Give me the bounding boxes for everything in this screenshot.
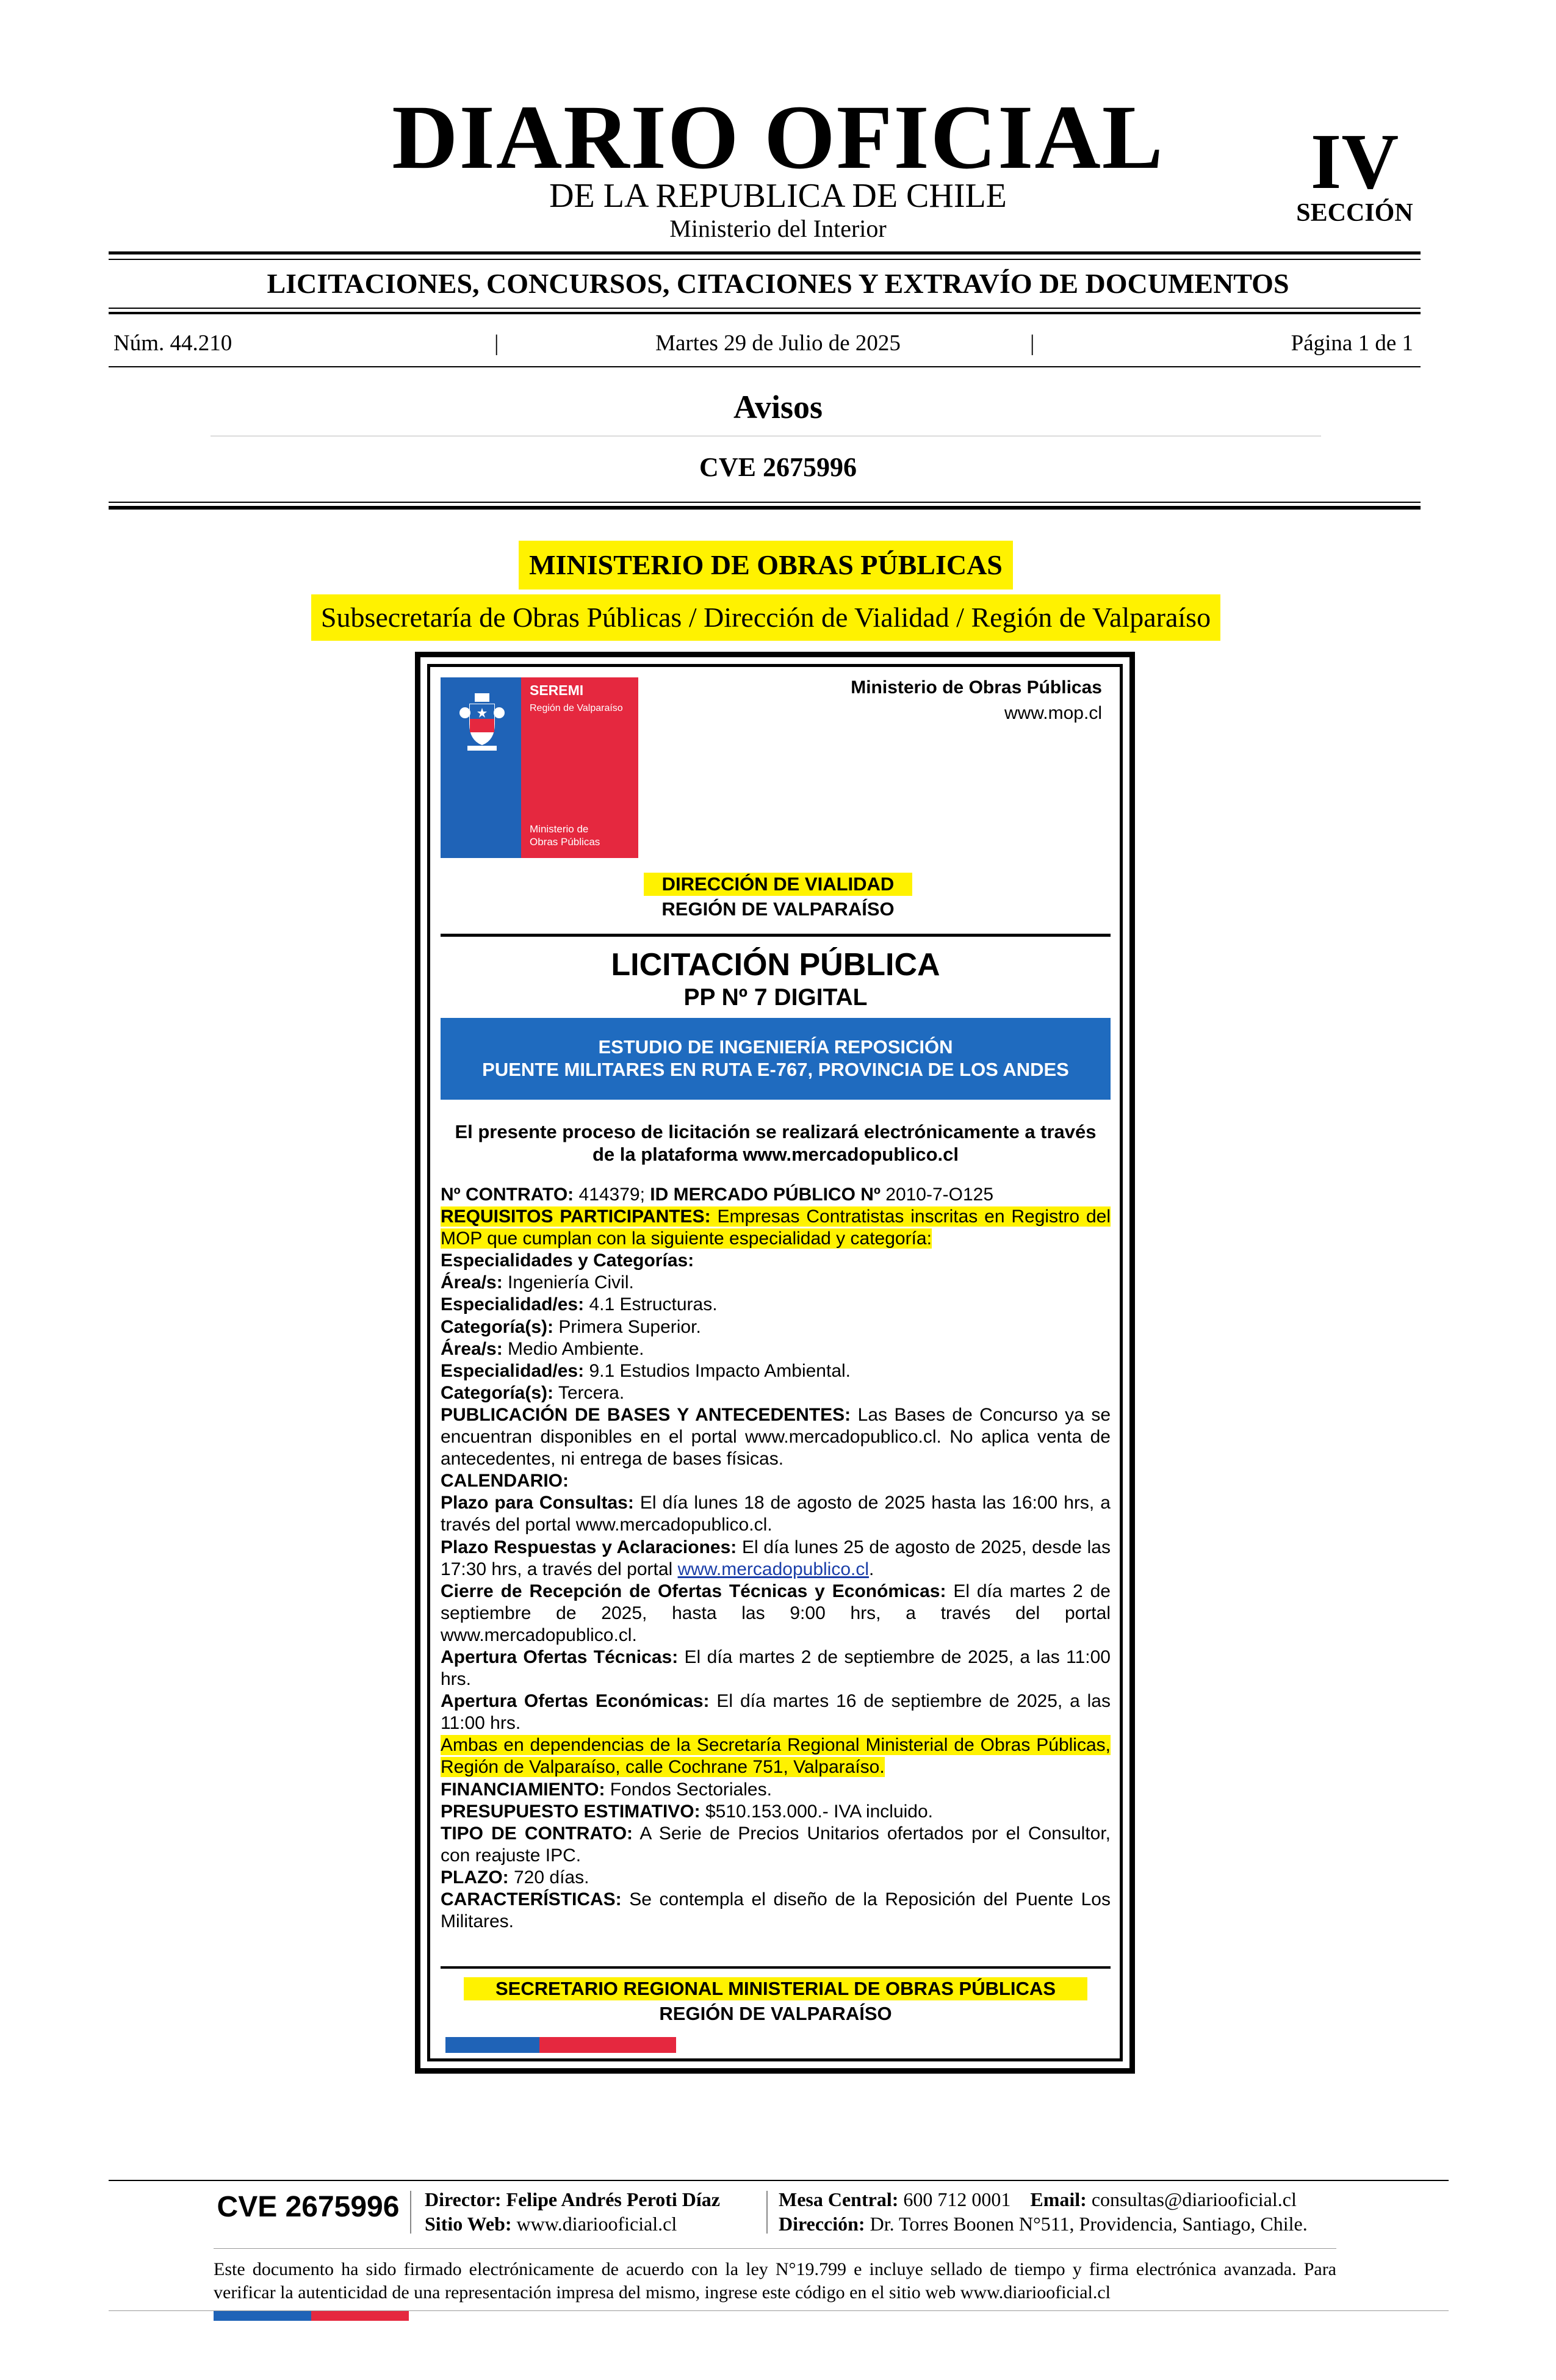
publication-paragraph: PUBLICACIÓN DE BASES Y ANTECEDENTES: Las Bases de Concurso ya se encuentran disponibles en el portal www.mercadopublico.cl. No aplica venta de antecedentes, ni entrega de bases físicas. bbox=[441, 1404, 1111, 1469]
study-title-line1: ESTUDIO DE INGENIERÍA REPOSICIÓN bbox=[598, 1036, 953, 1058]
cve-rule-thin bbox=[109, 502, 1421, 503]
footer-flag-bar-blue bbox=[214, 2311, 311, 2321]
footer-divider-2 bbox=[766, 2191, 768, 2234]
notice-flag-bar-red bbox=[539, 2037, 676, 2053]
issue-number: Núm. 44.210 bbox=[113, 331, 232, 356]
questions-deadline: Plazo para Consultas: El día lunes 18 de agosto de 2025 hasta las 16:00 hrs, a través del portal www.mercadopublico.cl. bbox=[441, 1493, 1111, 1535]
area-1: Área/s: Ingeniería Civil. bbox=[441, 1272, 634, 1293]
footer-director-block: Director: Felipe Andrés Peroti Díaz Sitio Web: www.diariooficial.cl bbox=[425, 2188, 720, 2235]
footer-rule-mid bbox=[214, 2248, 1336, 2249]
financing-line: FINANCIAMIENTO: Fondos Sectoriales. bbox=[441, 1779, 772, 1800]
issue-rule bbox=[109, 366, 1421, 367]
section-title: LICITACIONES, CONCURSOS, CITACIONES Y EXTRAVÍO DE DOCUMENTOS bbox=[267, 268, 1289, 299]
section-label: SECCIÓN bbox=[1296, 199, 1413, 227]
requirements-paragraph: REQUISITOS PARTICIPANTES: Empresas Contratistas inscritas en Registro del MOP que cumplan con la siguiente especialidad y categoría: bbox=[441, 1206, 1111, 1249]
tender-subtitle: PP Nº 7 DIGITAL bbox=[683, 984, 868, 1011]
mop-url: www.mop.cl bbox=[1004, 703, 1102, 723]
direction-heading: DIRECCIÓN DE VIALIDAD bbox=[644, 873, 912, 896]
category-heading: Avisos bbox=[733, 389, 823, 425]
issue-page: Página 1 de 1 bbox=[1291, 331, 1413, 356]
section-number: IV bbox=[1310, 118, 1399, 206]
newspaper-subtitle: DE LA REPUBLICA DE CHILE bbox=[549, 177, 1007, 215]
technical-opening: Apertura Ofertas Técnicas: El día martes 2 de septiembre de 2025, a las 11:00 hrs. bbox=[441, 1646, 1111, 1690]
issue-date: Martes 29 de Julio de 2025 bbox=[655, 331, 901, 356]
masthead-rule-thick bbox=[109, 251, 1421, 254]
footer-contact-block: Mesa Central: 600 712 0001 Email: consultas@diariooficial.cl Dirección: Dr. Torres Boonen N°511, Providencia, Santiago, Chile. bbox=[779, 2188, 1308, 2235]
offers-closing: Cierre de Recepción de Ofertas Técnicas y Económicas: El día martes 2 de septiembre de 2025, hasta las 9:00 hrs, a través del portal www.mercadopublico.cl. bbox=[441, 1581, 1111, 1645]
area-2: Área/s: Medio Ambiente. bbox=[441, 1338, 644, 1359]
section-rule-top bbox=[109, 308, 1421, 309]
mercadopublico-link[interactable]: www.mercadopublico.cl bbox=[677, 1559, 870, 1579]
footer-site-link[interactable]: www.diariooficial.cl bbox=[511, 2213, 677, 2235]
masthead-rule-thin bbox=[109, 259, 1421, 260]
contract-type-line: TIPO DE CONTRATO: A Serie de Precios Unitarios ofertados por el Consultor, con reajuste IPC. bbox=[441, 1823, 1111, 1866]
economic-opening: Apertura Ofertas Económicas: El día martes 16 de septiembre de 2025, a las 11:00 hrs. bbox=[441, 1691, 1111, 1734]
category-1: Categoría(s): Primera Superior. bbox=[441, 1316, 701, 1337]
contract-line: Nº CONTRATO: 414379; ID MERCADO PÚBLICO Nº 2010-7-O125 bbox=[441, 1185, 994, 1205]
institution-heading: MINISTERIO DE OBRAS PÚBLICAS bbox=[519, 541, 1013, 590]
specialty-1: Especialidad/es: 4.1 Estructuras. bbox=[441, 1294, 718, 1315]
answers-deadline: Plazo Respuestas y Aclaraciones: El día lunes 25 de agosto de 2025, desde las 17:30 hrs, a través del portal www.mercadopublico.cl. bbox=[441, 1537, 1111, 1579]
chile-coat-of-arms-icon bbox=[456, 686, 508, 753]
footer-rule-top bbox=[109, 2180, 1449, 2181]
intro-text: El presente proceso de licitación se realizará electrónicamente a través de la plataforma www.mercadopublico.cl bbox=[455, 1121, 1097, 1165]
direction-region: REGIÓN DE VALPARAÍSO bbox=[661, 898, 895, 920]
category-2: Categoría(s): Tercera. bbox=[441, 1382, 625, 1403]
seremi-ministry: Ministerio de Obras Públicas bbox=[530, 823, 600, 848]
characteristics-line: CARACTERÍSTICAS: Se contempla el diseño de la Reposición del Puente Los Militares. bbox=[441, 1889, 1111, 1932]
study-title-line2: PUENTE MILITARES EN RUTA E-767, PROVINCIA DE LOS ANDES bbox=[482, 1059, 1069, 1080]
seremi-region: Región de Valparaíso bbox=[530, 703, 623, 713]
subdivision-heading: Subsecretaría de Obras Públicas / Dirección de Vialidad / Región de Valparaíso bbox=[311, 594, 1220, 641]
ministry-line: Ministerio del Interior bbox=[669, 215, 887, 242]
issue-separator-2: | bbox=[1030, 331, 1035, 356]
specialties-heading: Especialidades y Categorías: bbox=[441, 1250, 694, 1271]
footer-cve: CVE 2675996 bbox=[217, 2191, 400, 2223]
cve-rule-thick bbox=[109, 506, 1421, 510]
seremi-label: SEREMI bbox=[530, 682, 584, 698]
section-rule-thick bbox=[109, 312, 1421, 314]
footer-email-link[interactable]: consultas@diariooficial.cl bbox=[1086, 2188, 1297, 2210]
venue-paragraph: Ambas en dependencias de la Secretaría Regional Ministerial de Obras Públicas, Región de Valparaíso, calle Cochrane 751, Valparaíso. bbox=[441, 1735, 1111, 1778]
footer-flag-bar-red bbox=[311, 2311, 409, 2321]
calendar-heading: CALENDARIO: bbox=[441, 1471, 569, 1491]
notice-flag-bar-blue bbox=[445, 2037, 539, 2053]
cve-code: CVE 2675996 bbox=[699, 452, 857, 482]
budget-line: PRESUPUESTO ESTIMATIVO: $510.153.000.- IVA incluido. bbox=[441, 1801, 934, 1822]
notice-body bbox=[441, 1184, 1111, 1933]
newspaper-title: DIARIO OFICIAL bbox=[392, 87, 1164, 188]
signature-rule bbox=[441, 1966, 1111, 1969]
signer-region: REGIÓN DE VALPARAÍSO bbox=[659, 2003, 892, 2024]
mop-name: Ministerio de Obras Públicas bbox=[851, 677, 1102, 698]
footer-divider-1 bbox=[410, 2191, 411, 2234]
term-line: PLAZO: 720 días. bbox=[441, 1867, 589, 1888]
specialty-2: Especialidad/es: 9.1 Estudios Impacto Ambiental. bbox=[441, 1360, 851, 1381]
signer-title: SECRETARIO REGIONAL MINISTERIAL DE OBRAS PÚBLICAS bbox=[464, 1977, 1087, 2000]
issue-separator-1: | bbox=[494, 331, 499, 356]
tender-title: LICITACIÓN PÚBLICA bbox=[611, 947, 940, 983]
notice-rule bbox=[441, 934, 1111, 937]
signature-note: Este documento ha sido firmado electrónicamente de acuerdo con la ley N°19.799 e incluye sellado de tiempo y firma electrónica avanzada. Para verificar la autenticidad de una representación impresa del mismo, ingrese este código en el sitio web www.diariooficial.cl bbox=[214, 2259, 1336, 2302]
